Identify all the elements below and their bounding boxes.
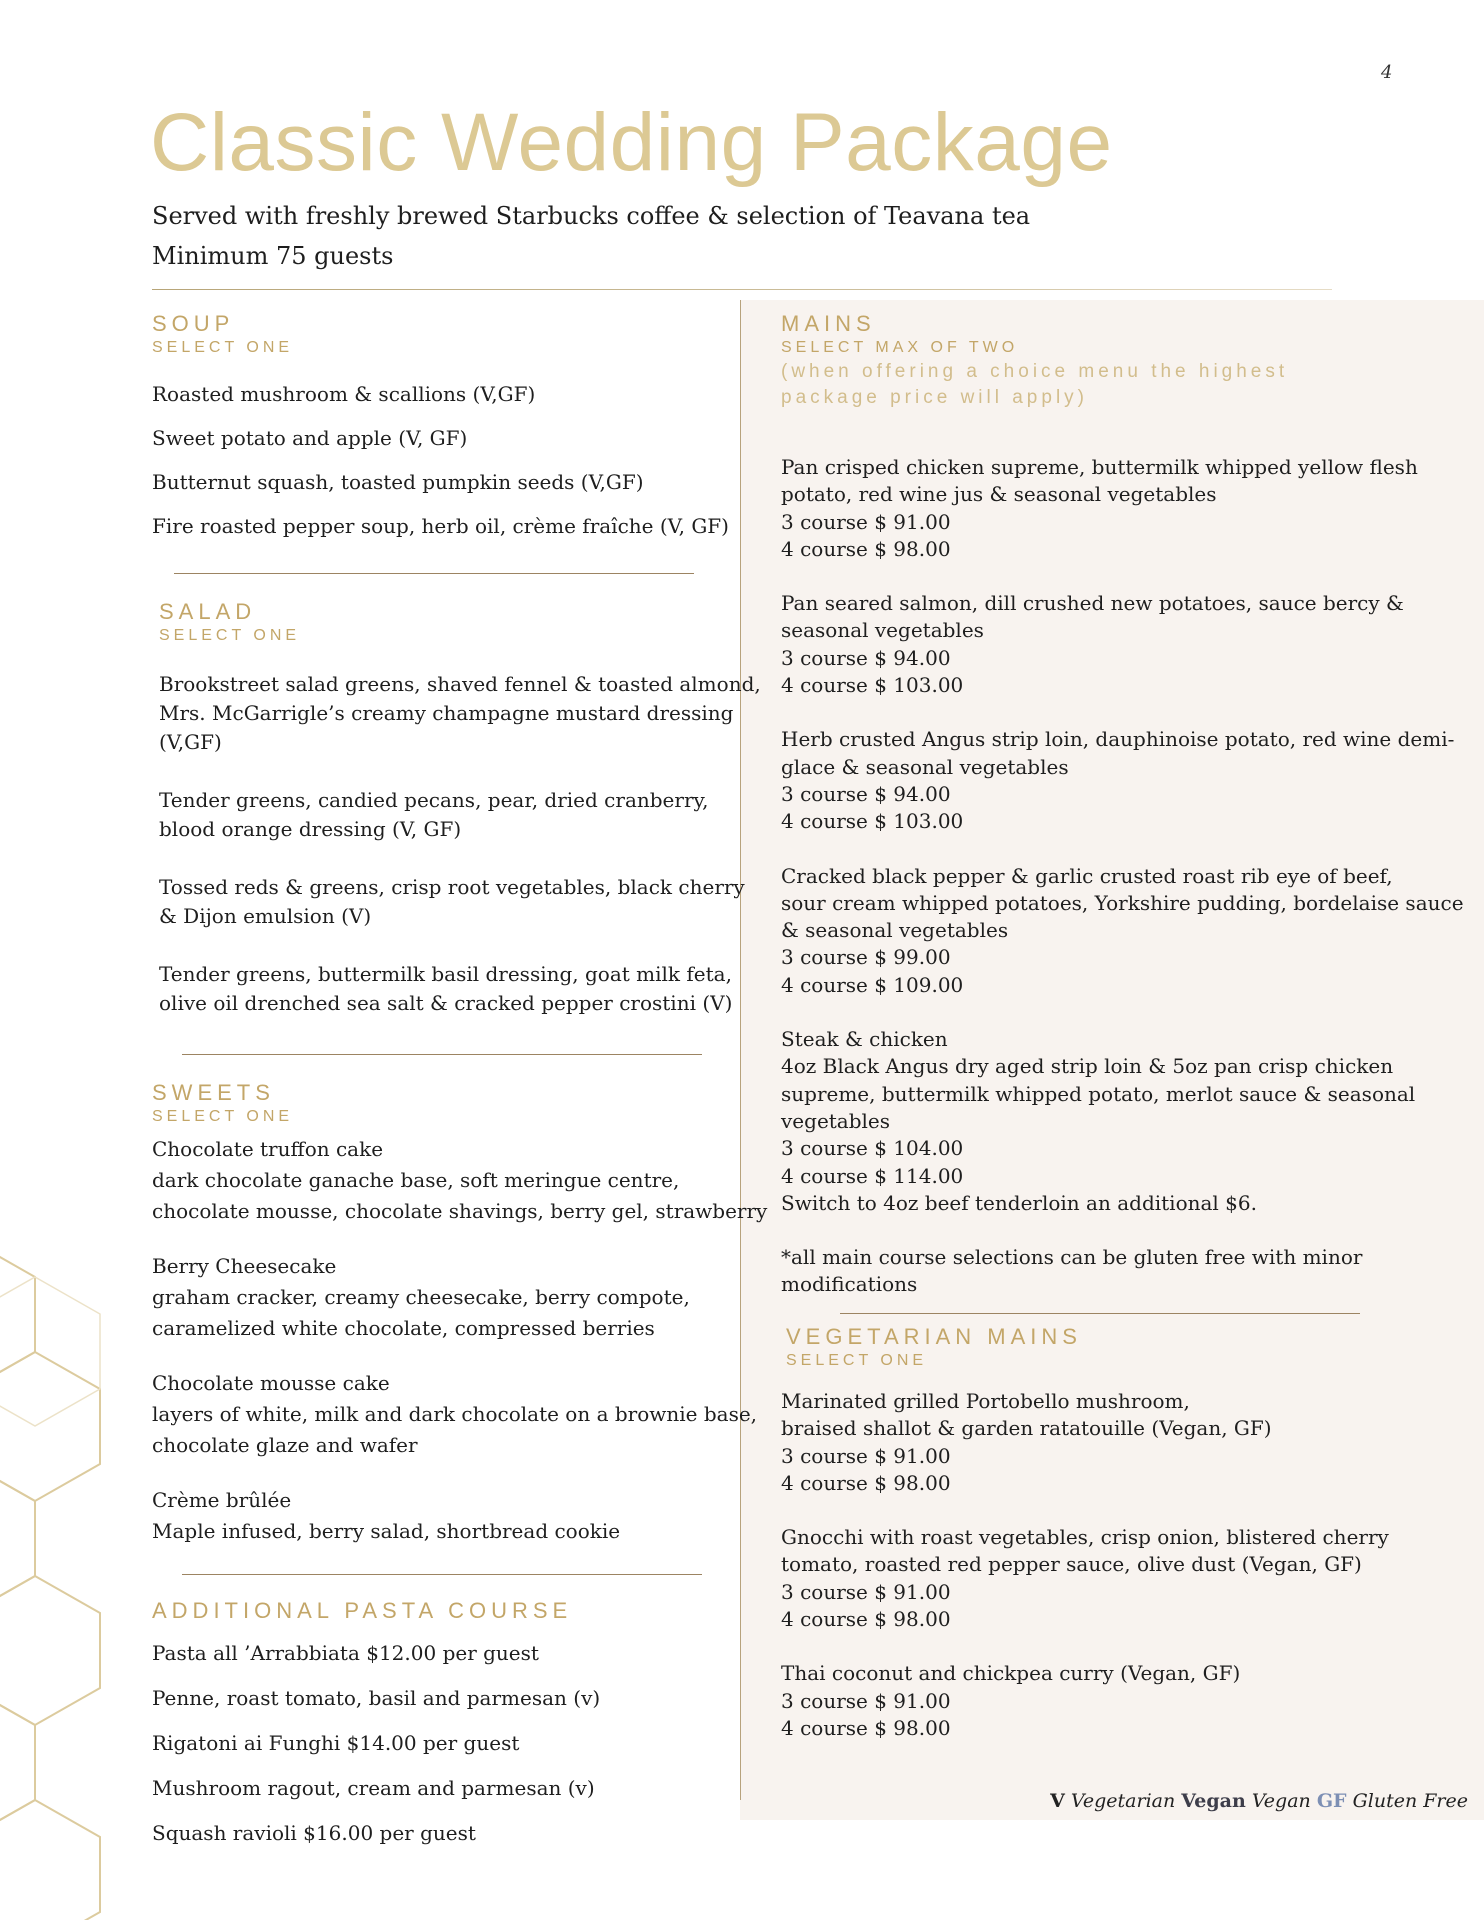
- item-line: Pan seared salmon, dill crushed new potatoes, sauce bercy &: [781, 591, 1404, 616]
- item-line: *all main course selections can be gluten free with minor: [781, 1245, 1363, 1270]
- column-divider: [740, 300, 741, 1800]
- item-line: graham cracker, creamy cheesecake, berry compote,: [152, 1285, 690, 1309]
- list-item: [781, 863, 1464, 999]
- list-item: Fire roasted pepper soup, herb oil, crème fraîche (V, GF): [152, 514, 729, 538]
- item-line: blood orange dressing (V, GF): [159, 817, 462, 841]
- item-price: 4 course $ 103.00: [781, 673, 964, 698]
- veg-mains-list: [781, 1388, 1389, 1742]
- dietary-legend: [1050, 1790, 1468, 1812]
- item-line: Switch to 4oz beef tenderloin an additional $6.: [781, 1190, 1257, 1215]
- item-line: Pan crisped chicken supreme, buttermilk whipped yellow flesh: [781, 455, 1418, 479]
- item-line: chocolate mousse, chocolate shavings, berry gel, strawberry: [152, 1199, 768, 1223]
- veg-mains-heading: [786, 1324, 1082, 1372]
- item-line: sour cream whipped potatoes, Yorkshire pudding, bordelaise sauce: [781, 890, 1464, 915]
- list-item: Rigatoni ai Funghi $14.00 per guest: [152, 1731, 520, 1755]
- item-line: & seasonal vegetables: [781, 918, 1009, 943]
- page-number: 4: [1381, 62, 1393, 83]
- item-name: Berry Cheesecake: [152, 1254, 337, 1278]
- item-line: Tender greens, candied pecans, pear, dried cranberry,: [159, 788, 709, 812]
- item-price: 3 course $ 99.00: [781, 945, 951, 970]
- item-price: 4 course $ 98.00: [781, 536, 951, 561]
- item-line: chocolate glaze and wafer: [152, 1433, 418, 1457]
- soup-title: SOUP: [152, 311, 235, 336]
- sweets-title: SWEETS: [152, 1080, 275, 1105]
- mains-heading: [781, 311, 1288, 411]
- sweets-subtitle: SELECT ONE: [152, 1108, 294, 1125]
- salad-heading: [159, 599, 300, 647]
- list-item: [781, 1660, 1389, 1742]
- list-item: [159, 670, 761, 757]
- section-divider: [182, 1054, 702, 1055]
- item-line: Marinated grilled Portobello mushroom,: [781, 1389, 1190, 1413]
- subtitle: [152, 196, 1030, 276]
- subtitle-line: Served with freshly brewed Starbucks coffee & selection of Teavana tea: [152, 202, 1031, 230]
- item-line: Brookstreet salad greens, shaved fennel & toasted almond,: [159, 672, 761, 696]
- item-price: 3 course $ 91.00: [781, 1688, 951, 1713]
- list-item: Roasted mushroom & scallions (V,GF): [152, 382, 536, 406]
- section-divider: [840, 1313, 1360, 1314]
- item-line: layers of white, milk and dark chocolate on a brownie base,: [152, 1402, 758, 1426]
- item-price: 4 course $ 98.00: [781, 1470, 951, 1495]
- soup-subtitle: SELECT ONE: [152, 339, 294, 356]
- legend-gf-label: Gluten Free: [1352, 1790, 1468, 1812]
- item-line: Herb crusted Angus strip loin, dauphinoise potato, red wine demi-: [781, 727, 1455, 752]
- pasta-heading: [152, 1598, 572, 1624]
- item-name: Chocolate mousse cake: [152, 1371, 390, 1395]
- sweets-list: [152, 1134, 767, 1547]
- mains-note-line: (when offering a choice menu the highest: [781, 361, 1289, 382]
- item-price: 4 course $ 98.00: [781, 1607, 951, 1632]
- item-line: tomato, roasted red pepper sauce, olive dust (Vegan, GF): [781, 1552, 1362, 1577]
- item-name: Crème brûlée: [152, 1488, 292, 1512]
- item-line: Tender greens, buttermilk basil dressing, goat milk feta,: [159, 962, 732, 986]
- mains-subtitle: SELECT MAX OF TWO: [781, 339, 1019, 356]
- section-divider: [174, 573, 694, 574]
- item-line: supreme, buttermilk whipped potato, merlot sauce & seasonal: [781, 1081, 1416, 1106]
- mains-note-line: package price will apply): [781, 387, 1088, 408]
- item-name: Chocolate truffon cake: [152, 1137, 384, 1161]
- mains-list: [781, 454, 1464, 1299]
- item-line: dark chocolate ganache base, soft meringue centre,: [152, 1168, 680, 1192]
- list-item: [159, 786, 761, 844]
- item-line: Cracked black pepper & garlic crusted roast rib eye of beef,: [781, 863, 1393, 888]
- item-price: 4 course $ 114.00: [781, 1163, 964, 1188]
- item-price: 3 course $ 94.00: [781, 781, 951, 806]
- item-line: Tossed reds & greens, crisp root vegetables, black cherry: [159, 875, 745, 899]
- list-item: Penne, roast tomato, basil and parmesan (v): [152, 1686, 601, 1710]
- list-item: Pasta all ’Arrabbiata $12.00 per guest: [152, 1641, 539, 1665]
- legend-vegan-key: Vegan: [1181, 1790, 1246, 1812]
- item-line: potato, red wine jus & seasonal vegetables: [781, 482, 1217, 507]
- list-item: Squash ravioli $16.00 per guest: [152, 1821, 476, 1845]
- section-divider: [182, 1574, 702, 1575]
- list-item: [152, 1251, 767, 1344]
- item-line: Thai coconut and chickpea curry (Vegan, GF): [781, 1661, 1241, 1686]
- legend-v-key: V: [1050, 1790, 1065, 1812]
- list-item: [781, 726, 1464, 835]
- item-line: vegetables: [781, 1108, 891, 1133]
- item-line: Steak & chicken: [781, 1027, 948, 1052]
- list-item: [152, 1134, 767, 1227]
- pasta-list: [152, 1631, 600, 1856]
- hexagon-pattern-decoration: [0, 1240, 110, 1920]
- pasta-title: ADDITIONAL PASTA COURSE: [152, 1598, 573, 1623]
- item-price: 4 course $ 98.00: [781, 1715, 951, 1740]
- salad-title: SALAD: [159, 599, 257, 624]
- veg-mains-title: VEGETARIAN MAINS: [786, 1324, 1082, 1349]
- soup-list: [152, 372, 729, 548]
- item-line: caramelized white chocolate, compressed berries: [152, 1316, 655, 1340]
- item-line: Gnocchi with roast vegetables, crisp onion, blistered cherry: [781, 1525, 1389, 1550]
- item-line: (V,GF): [159, 730, 222, 754]
- mains-footnote: [781, 1244, 1464, 1299]
- item-line: Maple infused, berry salad, shortbread cookie: [152, 1519, 621, 1543]
- legend-v-label: Vegetarian: [1070, 1790, 1176, 1812]
- item-line: Mrs. McGarrigle’s creamy champagne mustard dressing: [159, 701, 734, 725]
- legend-vegan-label: Vegan: [1251, 1790, 1311, 1812]
- page-title: Classic Wedding Package: [150, 97, 1113, 188]
- item-price: 3 course $ 91.00: [781, 1443, 951, 1468]
- item-line: glace & seasonal vegetables: [781, 754, 1069, 779]
- item-line: & Dijon emulsion (V): [159, 904, 372, 928]
- item-price: 3 course $ 104.00: [781, 1136, 964, 1161]
- list-item: Mushroom ragout, cream and parmesan (v): [152, 1776, 595, 1800]
- item-line: 4oz Black Angus dry aged strip loin & 5oz pan crisp chicken: [781, 1054, 1394, 1079]
- list-item: [781, 590, 1464, 699]
- item-price: 3 course $ 91.00: [781, 509, 951, 534]
- list-item: [152, 1485, 767, 1547]
- soup-heading: [152, 311, 293, 359]
- veg-mains-subtitle: SELECT ONE: [786, 1352, 928, 1369]
- list-item: [152, 1368, 767, 1461]
- list-item: Sweet potato and apple (V, GF): [152, 426, 468, 450]
- salad-list: [159, 670, 761, 1018]
- list-item: [781, 454, 1464, 563]
- item-price: 3 course $ 94.00: [781, 645, 951, 670]
- list-item: Butternut squash, toasted pumpkin seeds (V,GF): [152, 470, 644, 494]
- item-price: 3 course $ 91.00: [781, 1579, 951, 1604]
- title-divider: [152, 289, 1332, 290]
- list-item: [781, 1388, 1389, 1497]
- item-line: olive oil drenched sea salt & cracked pepper crostini (V): [159, 991, 733, 1015]
- item-price: 4 course $ 103.00: [781, 809, 964, 834]
- item-line: modifications: [781, 1272, 918, 1297]
- mains-title: MAINS: [781, 311, 876, 336]
- item-line: braised shallot & garden ratatouille (Vegan, GF): [781, 1416, 1272, 1441]
- legend-gf-key: GF: [1316, 1790, 1347, 1812]
- list-item: [781, 1524, 1389, 1633]
- salad-subtitle: SELECT ONE: [159, 627, 301, 644]
- subtitle-line: Minimum 75 guests: [152, 242, 394, 270]
- list-item: [159, 960, 761, 1018]
- item-line: seasonal vegetables: [781, 618, 984, 643]
- sweets-heading: [152, 1080, 293, 1128]
- item-price: 4 course $ 109.00: [781, 972, 964, 997]
- list-item: [159, 873, 761, 931]
- list-item: [781, 1026, 1464, 1217]
